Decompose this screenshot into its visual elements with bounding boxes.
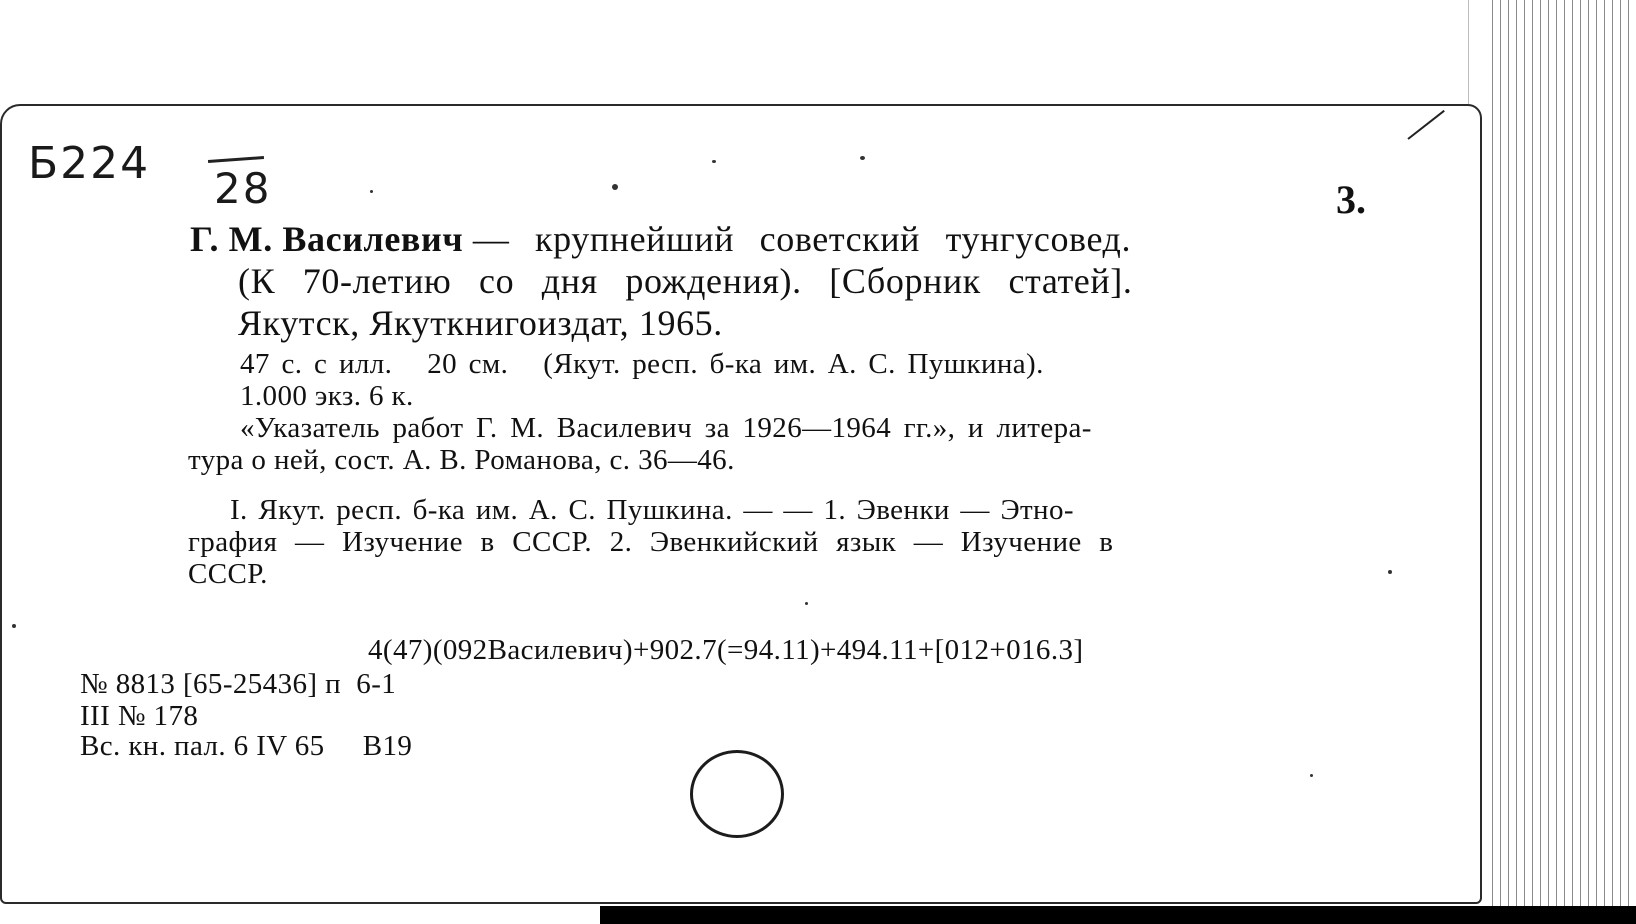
title-line-2: (К 70-летию со дня рождения). [Сборник статей]. (238, 261, 1133, 301)
scan-speck (370, 190, 373, 193)
physical-description-2: 1.000 экз. 6 к. (240, 380, 414, 412)
footer-series-number: III № 178 (80, 700, 199, 732)
subject-headings-3: СССР. (188, 558, 268, 590)
shelf-mark-code: Б224 (28, 138, 151, 189)
footer-chamber-date: Вс. кн. пал. 6 IV 65 В19 (80, 730, 413, 762)
scan-speck (1388, 570, 1392, 574)
title-line-3: Якутск, Якуткнигоиздат, 1965. (238, 303, 723, 343)
scan-speck (1310, 774, 1313, 777)
card-number: 3. (1336, 177, 1366, 222)
scan-speck (612, 184, 618, 190)
scan-speck (712, 160, 716, 163)
scan-speck (860, 156, 865, 160)
page-edge-stripes (1485, 0, 1636, 924)
scan-bottom-shadow (600, 906, 1636, 924)
subject-headings-1: I. Якут. респ. б-ка им. А. С. Пушкина. — — 1. Эвенки — Этно- (230, 494, 1074, 526)
footer-registration: № 8813 [65-25436] п 6-1 (80, 668, 397, 700)
subject-headings-2: графия — Изучение в СССР. 2. Эвенкийский язык — Изучение в (188, 526, 1114, 558)
title-rest: — крупнейший советский тунгусовед. (472, 219, 1132, 259)
title-author: Г. М. Василевич (190, 219, 464, 259)
bibliography-note-1: «Указатель работ Г. М. Василевич за 1926—1964 гг.», и литера- (240, 412, 1092, 444)
title-line-1 (190, 218, 1131, 260)
punch-hole-circle (690, 750, 784, 838)
bibliography-note-2: тура о ней, сост. А. В. Романова, с. 36—46. (188, 444, 735, 476)
scan-speck (805, 602, 808, 605)
scan-speck (12, 624, 16, 628)
shelf-mark-sub: 28 (214, 164, 272, 213)
classification-code: 4(47)(092Василевич)+902.7(=94.11)+494.11+[012+016.3] (368, 634, 1084, 666)
physical-description-1: 47 с. с илл. 20 см. (Якут. респ. б-ка им. А. С. Пушкина). (240, 348, 1044, 380)
